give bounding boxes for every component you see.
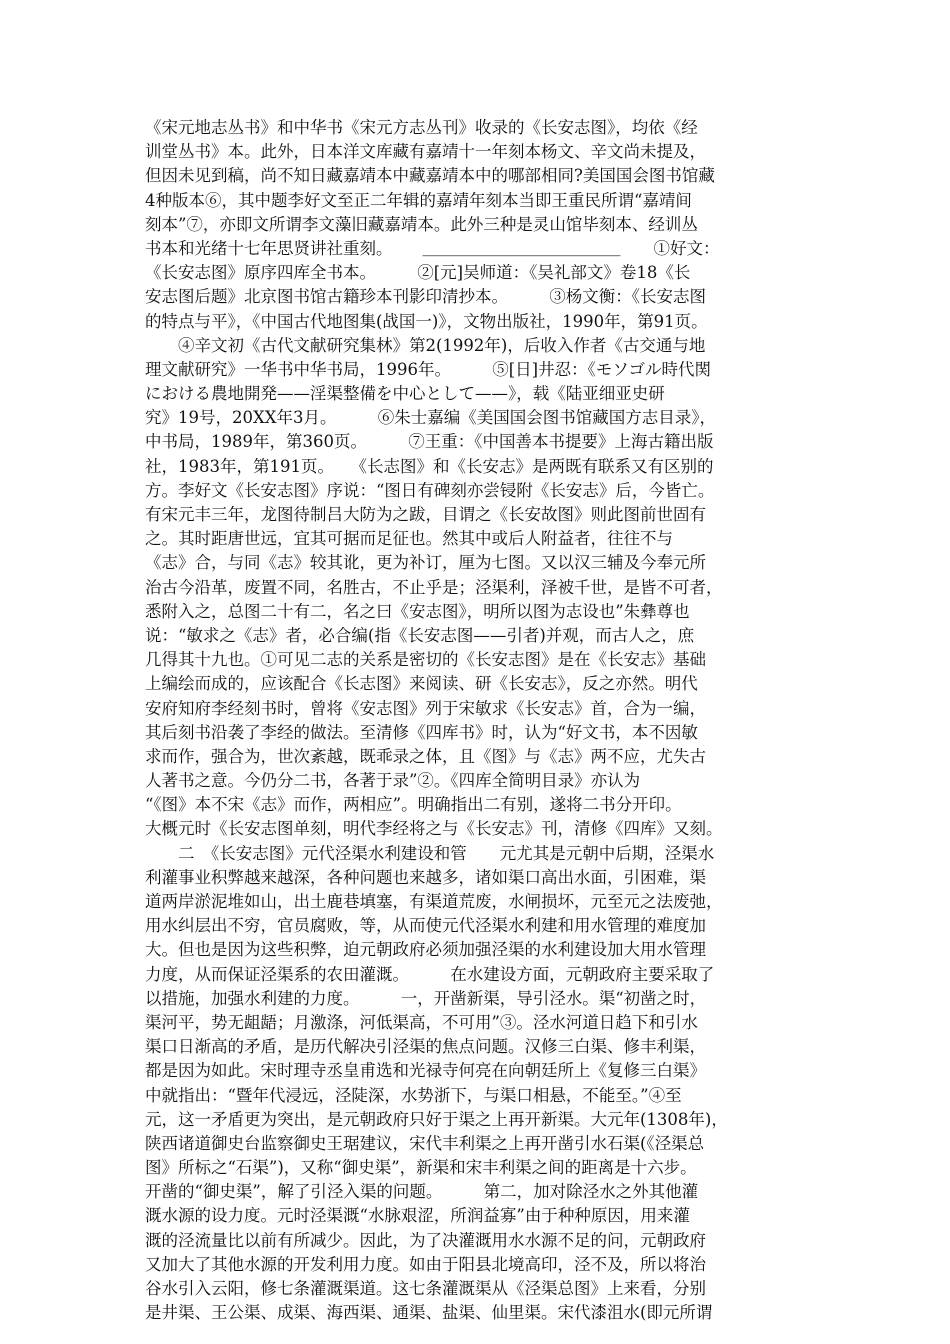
text-line: 利灌事业积弊越来越深，各种问题也来越多，诸如渠口高出水面，引困难，渠 [145,867,706,887]
text-line: 溉的泾流量比以前有所减少。因此，为了决灌溉用水水源不足的问，元朝政府 [145,1230,706,1250]
text-line: 但因未见到稿，尚不知日藏嘉靖本中藏嘉靖本中的哪部相同?美国国会图书馆藏 [145,166,715,186]
text-line: 《宋元地志丛书》和中华书《宋元方志丛刊》收录的《长安志图》，均依《经 [145,118,698,137]
text-line: 元，这一矛盾更为突出，是元朝政府只好于渠之上再开新渠。大元年(1308年)， [145,1109,728,1129]
text-line: 上编绘而成的，应该配合《长志图》来阅读、研《长安志》，反之亦然。明代 [145,674,698,694]
text-line: 渠河平，势无龃龉；月激涤，河低渠高，不可用”③。泾水河道日趋下和引水 [145,1012,698,1032]
text-line: 《志》合，与同《志》较其讹，更为补订，厘为七图。又以汉三辅及今奉元所 [145,553,706,573]
text-line: 用水纠层出不穷，官员腐败，等，从而使元代泾渠水利建和用水管理的难度加 [145,916,706,936]
text-line: 训堂丛书》本。此外，日本洋文库藏有嘉靖十一年刻本杨文、辛文尚未提及， [145,142,706,162]
document-page [145,116,820,1325]
text-line: 方。李好文《长安志图》序说：“图日有碑刻亦尝锓附《长安志》后，今皆亡。 [145,480,715,500]
footnote-line: 中书局，1989年，第360页。 ⑦王重：《中国善本书提要》上海古籍出版 [145,432,714,452]
text-line: 中就指出：“暨年代浸远，泾陡深，水势浙下，与渠口相悬，不能至。”④至 [145,1085,682,1105]
text-line: 谷水引入云阳，修七条灌溉渠道。这七条灌溉渠从《泾渠总图》上来看，分别 [145,1279,706,1298]
text-line: 开凿的“御史渠”，解了引泾入渠的问题。 第二，加对除泾水之外其他灌 [145,1182,699,1202]
text-line: 溉水源的设力度。元时泾渠溉“水脉艰涩，所润益寡”由于种种原因，用来灌 [145,1206,690,1226]
text-line: 悉附入之，总图二十有二，名之曰《安志图》，明所以图为志设也”朱彝尊也 [145,601,690,621]
text-line: 渠口日渐高的矛盾，是历代解决引泾渠的焦点问题。汉修三白渠、修丰利渠， [145,1037,706,1057]
text-line: 书本和光绪十七年思贤讲社重刻。 ＿＿＿＿＿＿＿＿＿＿＿＿ ①好文： [145,238,720,258]
text-line: 图》所标之“石渠”)，又称“御史渠”，新渠和宋丰利渠之间的距离是十六步。 [145,1158,697,1178]
text-line: 都是因为如此。宋时理寺丞皇甫选和光禄寺何亮在向朝廷所上《复修三白渠》 [145,1061,706,1081]
text-line: 几得其十九也。①可见二志的关系是密切的《长安志图》是在《长安志》基础 [145,650,706,670]
footnote-line: 安志图后题》北京图书馆古籍珍本刊影印清抄本。 ③杨文衡：《长安志图 [145,287,706,307]
text-line: 安府知府李经刻书时，曾将《安志图》列于宋敏求《长安志》首，合为一编， [145,698,706,718]
footnote-line: における農地開発——淫渠整備を中心として——》，载《陆亚细亚史研 [145,384,665,404]
text-line: 是井渠、王公渠、成渠、海西渠、通渠、盐渠、仙里渠。宋代漆沮水(即元所谓 [145,1303,713,1323]
text-line: 刻本”⑦，亦即文所谓李文藻旧藏嘉靖本。此外三种是灵山馆毕刻本、经训丛 [145,214,698,234]
text-line: 其后刻书沿袭了李经的做法。至清修《四库书》时，认为“好文书，本不因敏 [145,722,698,742]
footnote-line: 《长安志图》原序四库全书本。 ②[元]吴师道：《吴礼部文》卷18《长 [145,263,691,283]
text-line: 说：“敏求之《志》者，必合编(指《长安志图——引者)并观，而古人之，庶 [145,625,695,645]
text-line: 大概元时《长安志图单刻，明代李经将之与《长安志》刊，清修《四库》又刻。 [145,819,723,839]
text-line: 大。但也是因为这些积弊，迫元朝政府必须加强泾渠的水利建设加大用水管理 [145,940,706,960]
text-line: 有宋元丰三年，龙图待制吕大防为之跋，目谓之《长安故图》则此图前世固有 [145,505,706,524]
text-line: “《图》本不宋《志》而作，两相应”。明确指出二有别，遂将二书分开印。 [145,795,682,815]
footnote-line: 理文献研究》一华书中华书局，1996年。 ⑤[日]井忍：《モソゴル時代関 [145,359,712,379]
footnote-line: ④辛文初《古代文献研究集林》第2(1992年)，后收入作者《古交通与地 [145,335,706,355]
footnote-line: 的特点与平》，《中国古代地图集(战国一)》，文物出版社，1990年，第91页。 [145,311,708,331]
text-line: 人著书之意。今仍分二书，各著于录”②。《四库全简明目录》亦认为 [145,771,641,791]
text-line: 以措施，加强水利建的力度。 一，开凿新渠，导引泾水。渠“初凿之时， [145,988,707,1008]
text-line: 又加大了其他水源的开发利用力度。如由于阳县北境高印，泾不及，所以将治 [145,1254,706,1274]
text-line: 力度，从而保证泾渠系的农田灌溉。 在水建设方面，元朝政府主要采取了 [145,964,715,984]
footnote-line: 究》19号，20XX年3月。 ⑥朱士嘉编《美国国会图书馆藏国方志目录》， [145,408,716,428]
text-line: 之。其时距唐世远，宜其可据而足征也。然其中或后人附益者，往往不与 [145,529,673,549]
text-line: 4种版本⑥，其中题李好文至正二年辑的嘉靖年刻本当即王重民所谓“嘉靖间 [145,190,692,210]
text-line: 陕西诸道御史台监察御史王琚建议，宋代丰利渠之上再开凿引水石渠(《泾渠总 [145,1133,705,1153]
text-line: 治古今沿革，废置不同，名胜古，不止乎是；泾渠利，泽被千世，是皆不可者， [145,577,723,597]
text-line: 求而作，强合为，世次紊越，既乖录之体，且《图》与《志》两不应，尤失古 [145,746,706,766]
text-line: 道两岸淤泥堆如山，出土鹿巷填塞，有渠道荒废，水闸损坏，元至元之法废弛， [145,892,723,911]
text-line: 社，1983年，第191页。 《长志图》和《长安志》是两既有联系又有区别的 [145,456,714,476]
section-heading-line: 二 《长安志图》元代泾渠水利建设和管 元尤其是元朝中后期，泾渠水 [145,843,715,863]
